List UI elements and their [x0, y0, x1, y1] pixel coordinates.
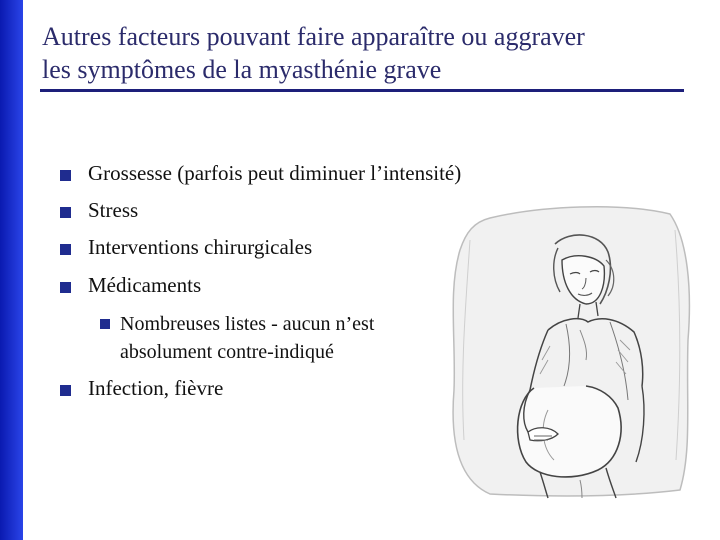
- bullet-surgery: Interventions chirurgicales: [88, 235, 313, 259]
- bullet-pregnancy: Grossesse (parfois peut diminuer l’intensité): [88, 161, 462, 185]
- sub-bullet-line-1: Nombreuses listes - aucun n’est: [120, 313, 375, 335]
- slide-title: [42, 20, 682, 86]
- bullet-stress: Stress: [88, 198, 139, 222]
- slide-title-line-2: les symptômes de la myasthénie grave: [42, 55, 442, 84]
- sub-bullet-lists: [120, 310, 450, 366]
- title-underline: [40, 89, 684, 92]
- bullet-medications: Médicaments: [88, 273, 202, 297]
- bullet-square-icon: [60, 282, 71, 293]
- sub-bullet-square-icon: [100, 319, 110, 329]
- bullet-infection: Infection, fièvre: [88, 376, 224, 400]
- bullet-square-icon: [60, 385, 71, 396]
- bullet-square-icon: [60, 207, 71, 218]
- pregnant-woman-illustration: [430, 200, 700, 500]
- bullet-square-icon: [60, 170, 71, 181]
- sub-bullet-line-2: absolument contre-indiqué: [120, 341, 334, 363]
- slide-title-line-1: Autres facteurs pouvant faire apparaître ou aggraver: [42, 22, 585, 51]
- left-accent-bar: [0, 0, 23, 540]
- bullet-square-icon: [60, 244, 71, 255]
